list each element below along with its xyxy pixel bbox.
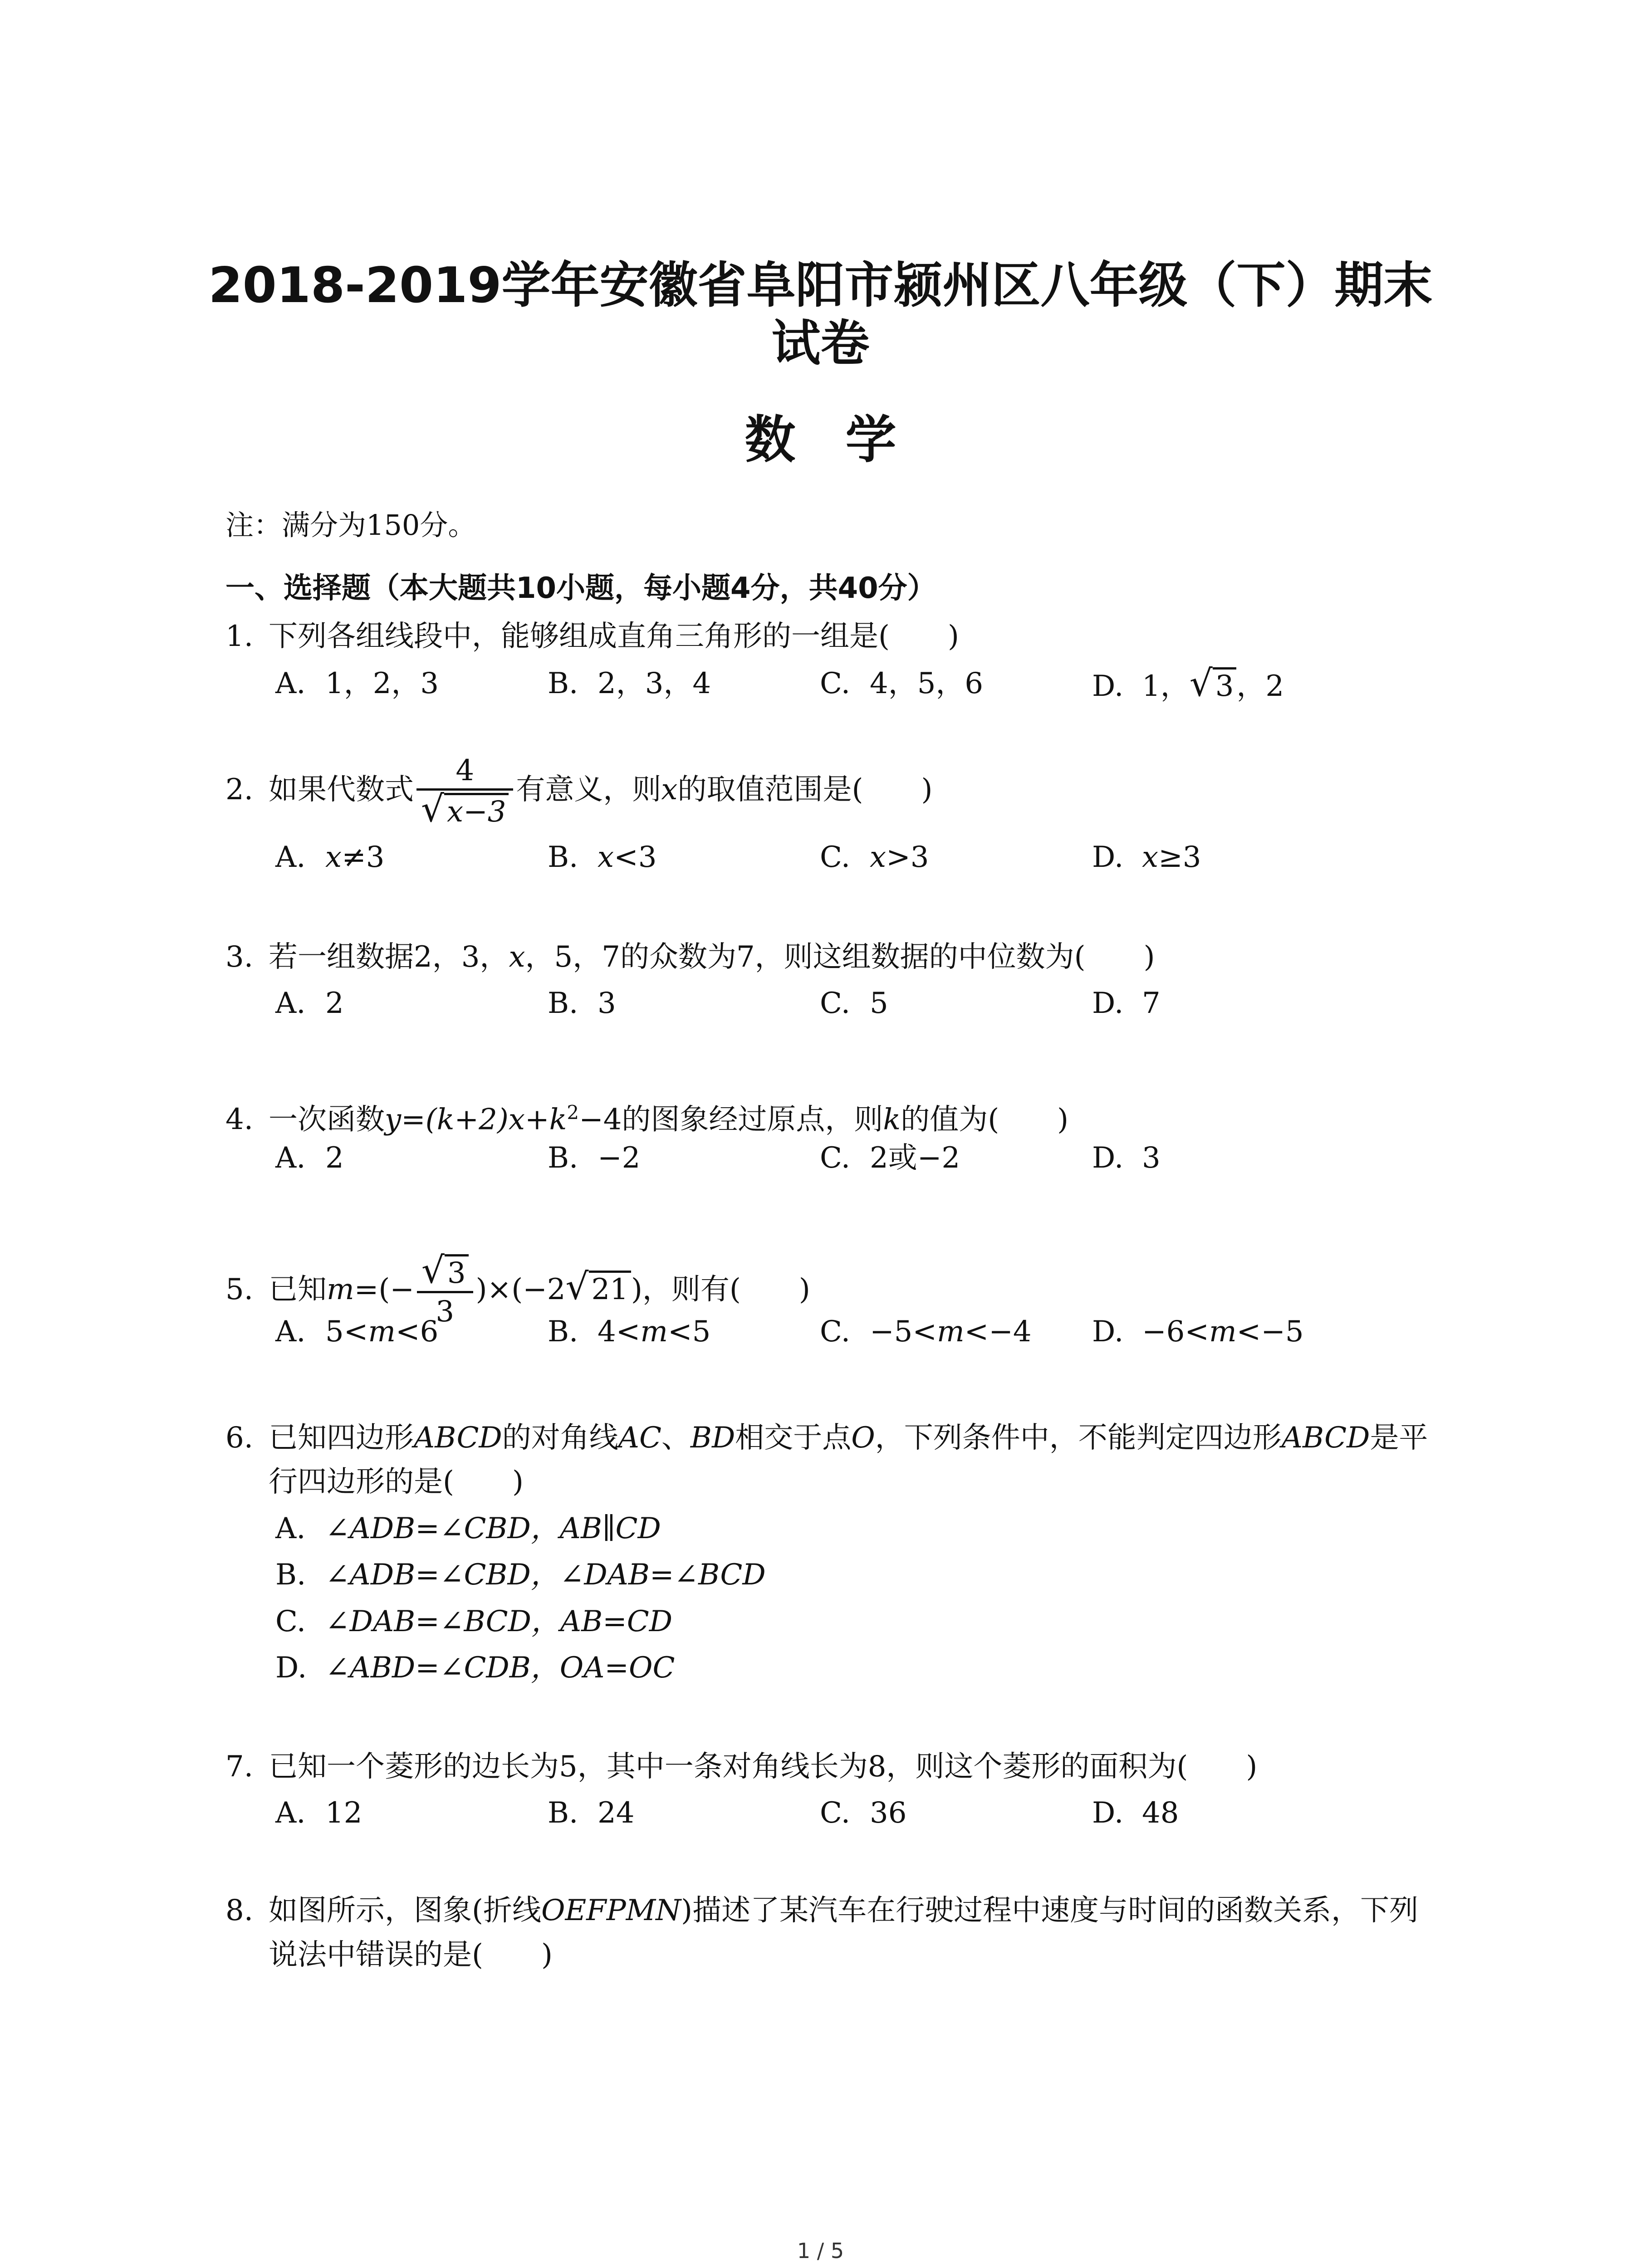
question-number: 6. [225,1421,254,1455]
option-a: A. x≠3 [275,841,385,874]
option-b: B. 2，3，4 [548,667,711,700]
sqrt-expression: √3 [1190,665,1237,704]
option-d: D. x≥3 [1092,841,1201,874]
question-number: 1. [225,620,254,653]
question-number: 4. [225,1103,254,1137]
question-2: 2. 如果代数式 $\frac{4}{√x-3}$ 有意义，则x的取值范围是( ) [225,754,933,830]
option-d: D. 7 [1092,987,1161,1020]
question-number: 2. [225,773,254,807]
option-a: A. 2 [275,987,344,1020]
section-heading: 一、选择题（本大题共10小题，每小题4分，共40分） [225,572,936,605]
option-b: B. 3 [548,987,616,1020]
question-6: 6. 已知四边形ABCD的对角线AC、BD相交于点O，下列条件中，不能判定四边形ABCD是平 [225,1420,1428,1456]
question-8-line2: 说法中错误的是( ) [269,1938,553,1972]
option-c: C. 2或−2 [820,1141,960,1175]
option-d: D. ∠ABD=∠CDB，OA=OC [275,1651,675,1685]
option-c: C. 5 [820,987,888,1020]
option-a: A. 5<m<6 [275,1315,439,1349]
question-text: 下列各组线段中，能够组成直角三角形的一组是( ) [269,620,959,653]
exam-title-line2: 试卷 [771,315,870,372]
option-b: B. x<3 [548,841,657,874]
score-note: 注：满分为150分。 [225,508,476,542]
option-b: B. −2 [548,1141,641,1175]
fraction: $\frac{4}{√x-3}$ [416,753,513,831]
option-c: C. 4，5，6 [820,667,984,700]
exam-title-line1: 2018-2019学年安徽省阜阳市颍州区八年级（下）期末 [208,257,1433,314]
page-number: 1 / 5 [797,2239,844,2263]
fraction: $\frac{√3}{3}$ [417,1253,473,1330]
option-d: D. 48 [1092,1796,1179,1830]
question-7: 7. 已知一个菱形的边长为5，其中一条对角线长为8，则这个菱形的面积为( ) [225,1749,1257,1785]
question-number: 7. [225,1750,254,1784]
option-b: B. 4<m<5 [548,1315,711,1349]
question-6-line2: 行四边形的是( ) [269,1465,524,1499]
question-1 [225,618,959,655]
question-4: 4. 一次函数$y=(k+2)x+k^2-4$的图象经过原点，则k的值为( ) [225,1095,1068,1138]
option-c: C. ∠DAB=∠BCD，AB=CD [275,1605,673,1638]
subject-heading: 数学 [745,411,946,469]
option-a: A. 12 [275,1796,362,1830]
option-c: C. −5<m<−4 [820,1315,1032,1349]
option-c: C. 36 [820,1796,907,1830]
option-a: A. 1，2，3 [275,667,439,700]
question-number: 8. [225,1894,254,1927]
sqrt-expression: √21 [566,1269,631,1308]
option-c: C. x>3 [820,841,929,874]
option-d: D. −6<m<−5 [1092,1315,1304,1349]
option-b: B. 24 [548,1796,635,1830]
option-d: D. 3 [1092,1141,1161,1175]
option-a: A. ∠ADB=∠CBD，AB∥CD [275,1512,661,1545]
option-a: A. 2 [275,1141,344,1175]
question-5: 5. 已知m=(− $\frac{√3}{3}$ )×(−2√21)，则有( ) [225,1253,810,1330]
option-d: D. 1，√3，2 [1092,662,1284,704]
question-8: 8. 如图所示，图象(折线OEFPMN)描述了某汽车在行驶过程中速度与时间的函数关系，下列 [225,1892,1418,1929]
question-3: 3. 若一组数据2，3，x，5，7的众数为7，则这组数据的中位数为( ) [225,939,1155,975]
question-number: 5. [225,1273,254,1306]
option-b: B. ∠ADB=∠CBD，∠DAB=∠BCD [275,1558,766,1592]
question-number: 3. [225,940,254,974]
